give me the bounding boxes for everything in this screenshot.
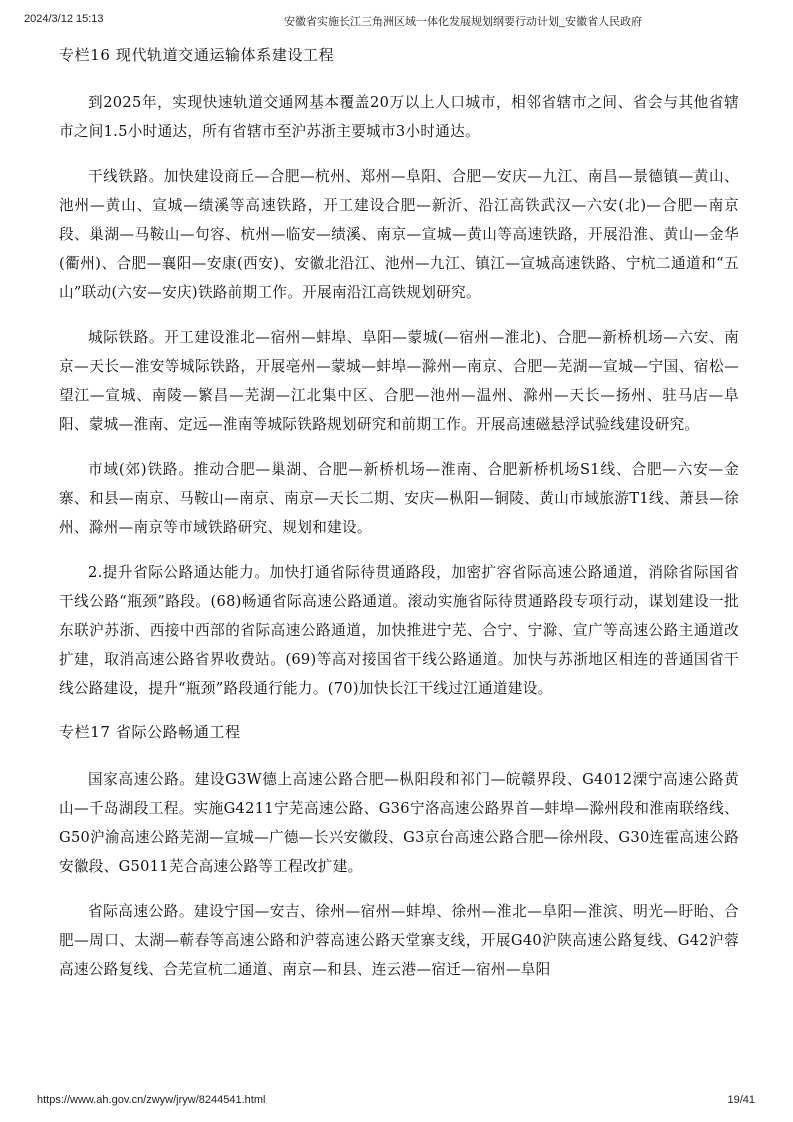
paragraph: 城际铁路。开工建设淮北—宿州—蚌埠、阜阳—蒙城(—宿州—淮北)、合肥—新桥机场—六安、南京—天长—淮安等城际铁路，开展亳州—蒙城—蚌埠—滁州—南京、合肥—芜湖—宣城—宁国、宿松—望江—宣城、南陵—繁昌—芜湖—江北集中区、合肥—池州—温州、滁州—天长—扬州、驻马店—阜阳、蒙城—淮南、定远—淮南等城际铁路规划研究和前期工作。开展高速磁悬浮试验线建设研究。 (59, 329, 739, 433)
paragraph: 2.提升省际公路通达能力。加快打通省际待贯通路段，加密扩容省际高速公路通道，消除省际国省干线公路“瓶颈”路段。(68)畅通省际高速公路通道。滚动实施省际待贯通路段专项行动，谋划建设一批东联沪苏浙、西接中西部的省际高速公路通道，加快推进宁芜、合宁、宁滁、宣广等高速公路主通道改扩建，取消高速公路省界收费站。(69)等高对接国省干线公路通道。加快与苏浙地区相连的普通国省干线公路建设，提升“瓶颈”路段通行能力。(70)加快长江干线过江通道建设。 (59, 564, 739, 697)
print-datetime: 2024/3/12 15:13 (24, 13, 104, 25)
box16-title: 专栏16 现代轨道交通运输体系建设工程 (59, 46, 335, 64)
page-url: https://www.ah.gov.cn/zwyw/jryw/8244541.html (37, 1094, 266, 1106)
paragraph: 国家高速公路。建设G3W德上高速公路合肥—枞阳段和祁门—皖赣界段、G4012溧宁高速公路黄山—千岛湖段工程。实施G4211宁芜高速公路、G36宁洛高速公路界首—蚌埠—滁州段和淮南联络线、G50沪渝高速公路芜湖—宣城—广德—长兴安徽段、G3京台高速公路合肥—徐州段、G30连霍高速公路安徽段、G5011芜合高速公路等工程改扩建。 (59, 771, 739, 875)
print-page-title: 安徽省实施长江三角洲区域一体化发展规划纲要行动计划_安徽省人民政府 (284, 16, 643, 28)
print-footer (0, 1086, 793, 1122)
page-number: 19/41 (727, 1094, 755, 1106)
print-header (0, 0, 793, 36)
paragraph: 市域(郊)铁路。推动合肥—巢湖、合肥—新桥机场—淮南、合肥新桥机场S1线、合肥—六安—金寨、和县—南京、马鞍山—南京、南京—天长二期、安庆—枞阳—铜陵、黄山市域旅游T1线、萧县—徐州、滁州—南京等市域铁路研究、规划和建设。 (59, 461, 739, 536)
paragraph: 省际高速公路。建设宁国—安吉、徐州—宿州—蚌埠、徐州—淮北—阜阳—淮滨、明光—盱眙、合肥—周口、太湖—蕲春等高速公路和沪蓉高速公路天堂寨支线，开展G40沪陕高速公路复线、G42沪蓉高速公路复线、合芜宣杭二通道、南京—和县、连云港—宿迁—宿州—阜阳 (59, 903, 739, 978)
document-body (59, 42, 739, 984)
box17-title: 专栏17 省际公路畅通工程 (59, 723, 241, 741)
paragraph: 干线铁路。加快建设商丘—合肥—杭州、郑州—阜阳、合肥—安庆—九江、南昌—景德镇—黄山、池州—黄山、宣城—绩溪等高速铁路，开工建设合肥—新沂、沿江高铁武汉—六安(北)—合肥—南京段、巢湖—马鞍山—句容、杭州—临安—绩溪、南京—宣城—黄山等高速铁路，开展沿淮、黄山—金华(衢州)、合肥—襄阳—安康(西安)、安徽北沿江、池州—九江、镇江—宣城高速铁路、宁杭二通道和“五山”联动(六安—安庆)铁路前期工作。开展南沿江高铁规划研究。 (59, 168, 739, 301)
paragraph: 到2025年，实现快速轨道交通网基本覆盖20万以上人口城市，相邻省辖市之间、省会与其他省辖市之间1.5小时通达，所有省辖市至沪苏浙主要城市3小时通达。 (59, 94, 739, 140)
